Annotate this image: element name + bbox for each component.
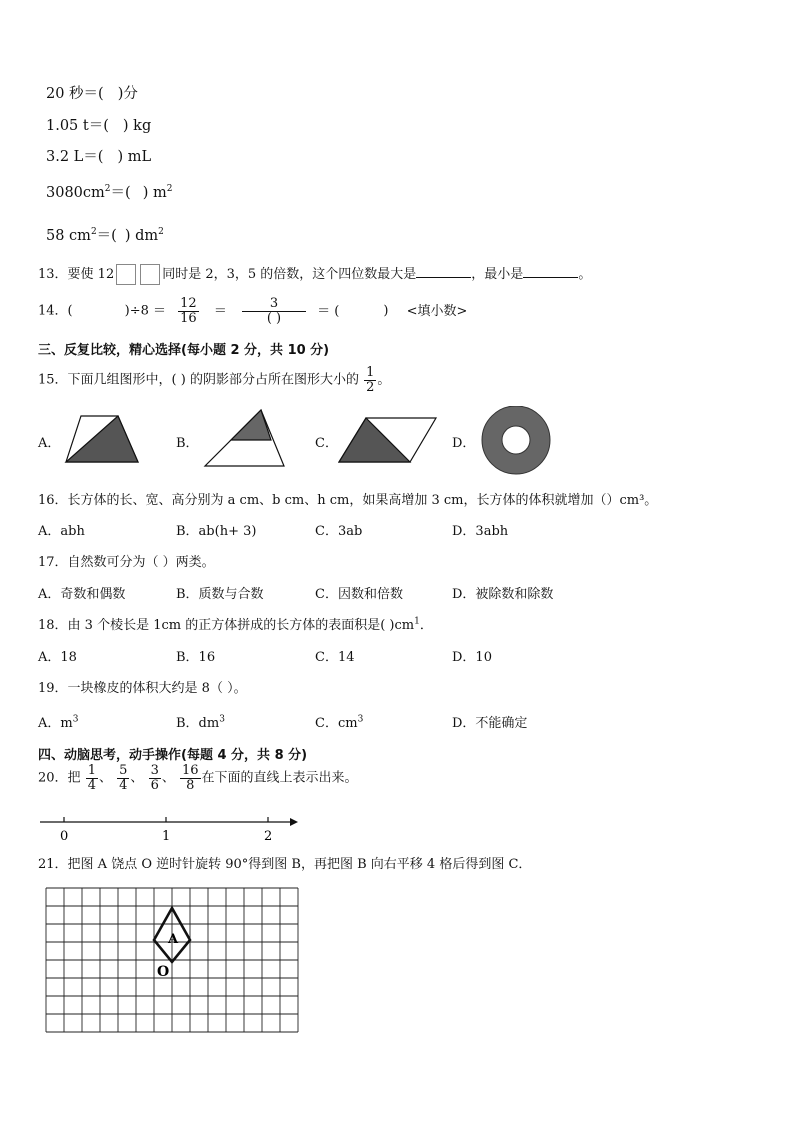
conversion-right: ) kg bbox=[122, 118, 152, 134]
q17-option-d[interactable]: D．被除数和除数 bbox=[452, 587, 554, 602]
section-4-heading: 四、动脑思考，动手操作(每题 4 分，共 8 分) bbox=[38, 748, 308, 763]
conversion-left: 20 秒＝( bbox=[46, 86, 104, 102]
figure-a-trapezoid bbox=[60, 410, 142, 466]
conversion-row-4: $3080cm^2=$( ) $m^2$ bbox=[46, 184, 173, 201]
question-14: 14．( )÷8 ＝ $\frac{12}{16}$ ＝ $\frac{3}{( )}$ ＝ ( ) <填小数> bbox=[38, 296, 468, 326]
axis-tick-label: 1 bbox=[162, 829, 171, 844]
option-d-label[interactable]: D． bbox=[452, 436, 476, 451]
point-o-label: O bbox=[157, 964, 170, 980]
q18-option-c[interactable]: C．14 bbox=[315, 650, 355, 665]
fraction-12-16: $\frac{12}{16}$ bbox=[180, 296, 197, 326]
conversion-right: ) mL bbox=[117, 149, 152, 165]
section-3-heading: 三、反复比较，精心选择(每小题 2 分，共 10 分) bbox=[38, 343, 330, 358]
q19-option-b[interactable]: B．$dm^3$ bbox=[176, 714, 225, 731]
answer-blank-max[interactable] bbox=[416, 265, 471, 278]
grid-paper[interactable] bbox=[44, 886, 302, 1036]
conversion-row-3 bbox=[46, 145, 151, 166]
conversion-row-1 bbox=[46, 82, 138, 103]
digit-box-2[interactable] bbox=[140, 264, 160, 285]
decimal-note: <填小数> bbox=[406, 303, 468, 319]
conversion-right: )分 bbox=[117, 86, 138, 102]
question-18: 18．由 3 个棱长是 1cm 的正方体拼成的长方体的表面积是( )$cm^1$． bbox=[38, 616, 433, 633]
q16-option-d[interactable]: D．3abh bbox=[452, 524, 509, 539]
question-19: 19．一块橡皮的体积大约是 8（ ）。 bbox=[38, 681, 247, 696]
q17-option-a[interactable]: A．奇数和偶数 bbox=[38, 587, 126, 602]
q18-option-d[interactable]: D．10 bbox=[452, 650, 492, 665]
fraction-3-6: $\frac{3}{6}$ bbox=[150, 763, 159, 793]
fraction-1-4: $\frac{1}{4}$ bbox=[87, 763, 96, 793]
fraction-3-blank: $\frac{3}{( )}$ bbox=[242, 297, 306, 325]
q19-option-a[interactable]: A．$m^3$ bbox=[38, 714, 79, 731]
figure-d-ring bbox=[476, 406, 556, 476]
figure-c-parallelogram bbox=[334, 412, 440, 466]
figure-b-triangle bbox=[200, 406, 288, 470]
conversion-row-5: 58 $cm^2=$( ) $dm^2$ bbox=[46, 227, 164, 244]
question-21: 21．把图 A 饶点 O 逆时针旋转 90°得到图 B，再把图 B 向右平移 4 格后得到图 C． bbox=[38, 857, 532, 872]
question-20: 20．把 $\frac{1}{4}$ 、 $\frac{5}{4}$ 、 $\frac{3}{6}$ 、 $\frac{16}{8}$ 在下面的直线上表示出来。 bbox=[38, 763, 358, 793]
axis-tick-label: 0 bbox=[60, 829, 69, 844]
conversion-right: ) m bbox=[142, 185, 167, 201]
q19-option-c[interactable]: C．$cm^3$ bbox=[315, 714, 364, 731]
q16-option-c[interactable]: C．3ab bbox=[315, 524, 363, 539]
q17-option-c[interactable]: C．因数和倍数 bbox=[315, 587, 403, 602]
shape-a-label: A bbox=[168, 932, 179, 947]
option-b-label[interactable]: B． bbox=[176, 436, 199, 451]
digit-box-1[interactable] bbox=[116, 264, 136, 285]
conversion-left: 58 cm bbox=[46, 228, 91, 244]
conversion-row-2 bbox=[46, 114, 151, 135]
q18-option-b[interactable]: B．16 bbox=[176, 650, 216, 665]
option-a-label[interactable]: A． bbox=[38, 436, 61, 451]
fraction-16-8: $\frac{16}{8}$ bbox=[182, 763, 199, 793]
q16-option-b[interactable]: B．ab(h+ 3) bbox=[176, 524, 257, 539]
answer-blank-min[interactable] bbox=[523, 265, 578, 278]
q17-option-b[interactable]: B．质数与合数 bbox=[176, 587, 264, 602]
fraction-1-2: $\frac{1}{2}$ bbox=[366, 365, 375, 395]
axis-tick-label: 2 bbox=[264, 829, 273, 844]
conversion-right: ) dm bbox=[124, 228, 159, 244]
question-17: 17．自然数可分为（ ）两类。 bbox=[38, 555, 215, 570]
question-15: 15．下面几组图形中，( ) 的阴影部分占所在图形大小的 $\frac{1}{2}$ 。 bbox=[38, 365, 391, 395]
question-16: 16．长方体的长、宽、高分别为 a cm、b cm、h cm，如果高增加 3 cm，长方体的体积就增加（）cm³。 bbox=[38, 493, 658, 508]
question-13: 13．要使 12 同时是 2，3，5 的倍数，这个四位数最大是 ，最小是 。 bbox=[38, 263, 591, 285]
conversion-left: 1.05 t＝( bbox=[46, 118, 109, 134]
fraction-5-4: $\frac{5}{4}$ bbox=[119, 763, 128, 793]
number-line[interactable] bbox=[36, 812, 302, 846]
option-c-label[interactable]: C． bbox=[315, 436, 338, 451]
q18-option-a[interactable]: A．18 bbox=[38, 650, 77, 665]
arrow-icon bbox=[290, 818, 298, 826]
conversion-left: 3.2 L＝( bbox=[46, 149, 104, 165]
q19-option-d[interactable]: D．不能确定 bbox=[452, 716, 528, 731]
q16-option-a[interactable]: A．abh bbox=[38, 524, 85, 539]
conversion-left: 3080cm bbox=[46, 185, 105, 201]
